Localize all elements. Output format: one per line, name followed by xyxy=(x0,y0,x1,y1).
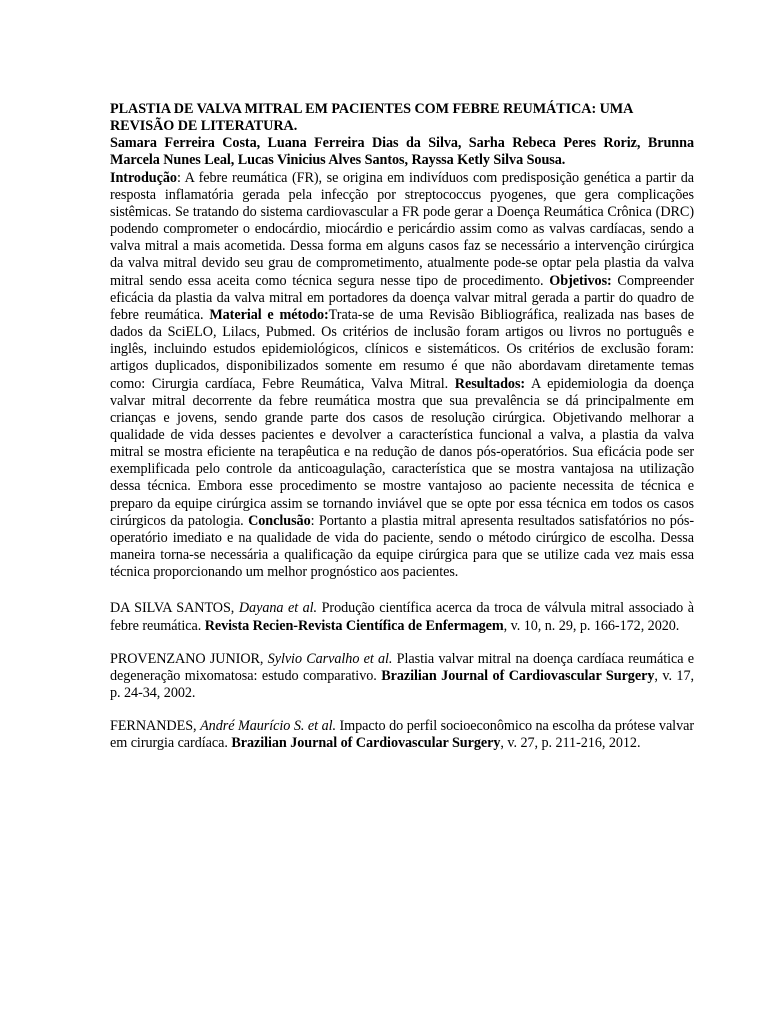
reference-details: , v. 10, n. 29, p. 166-172, 2020. xyxy=(503,617,680,634)
reference-list xyxy=(110,600,694,752)
objectives-text: Compreender eficácia da plastia da valva mitral em portadores da doença valvar mitral gerada a partir do quadro de febre reumática. xyxy=(110,272,694,323)
reference-item xyxy=(110,718,694,752)
conclusion-label: Conclusão xyxy=(248,512,311,529)
objectives-label: Objetivos: xyxy=(549,272,612,289)
document-page xyxy=(110,101,694,768)
results-text: A epidemiologia da doença valvar mitral decorrente da febre reumática mostra que sua prevalência se dá principalmente em crianças e jovens, sendo grande parte dos casos de resolução cirúrgica. Objetivando melhorar a qualidade de vida desses pacientes e devolver a característica funcional a valva, a plastia da valva mitral se mostra eficiente na terapêutica e na redução de danos pós-operatórios. Sua eficácia pode ser exemplificada pelo controle da anticoagulação, característica que se mostra vantajosa na utilização dessa técnica. Embora esse procedimento se mostre vantajoso ao paciente necessita de técnica e preparo da equipe cirúrgica assim se tornando inviável que se opte por essa técnica em todos os casos cirúrgicos da patologia. xyxy=(110,375,694,529)
methods-text: Trata-se de uma Revisão Bibliográfica, realizada nas bases de dados da SciELO, Lilacs, Pubmed. Os critérios de inclusão foram artigos ou livros no português e inglês, incluindo estudos epidemiológicos, clínicos e sistemáticos. Os critérios de exclusão foram: artigos duplicados, disponibilizados somente em resumo é que não abordavam diretamente temas como: Cirurgia cardíaca, Febre Reumática, Valva Mitral. xyxy=(110,306,694,392)
reference-author-rest: André Maurício S. et al. xyxy=(200,718,336,735)
reference-author-rest: Dayana et al. xyxy=(238,600,318,617)
author-list: Samara Ferreira Costa, Luana Ferreira Dias da Silva, Sarha Rebeca Peres Roriz, Brunna Marcela Nunes Leal, Lucas Vinicius Alves Santos, Rayssa Ketly Silva Sousa. xyxy=(110,135,694,169)
document-title: PLASTIA DE VALVA MITRAL EM PACIENTES COM FEBRE REUMÁTICA: UMA REVISÃO DE LITERATURA. xyxy=(110,101,633,135)
results-label: Resultados: xyxy=(454,375,526,392)
reference-details: , v. 27, p. 211-216, 2012. xyxy=(500,735,641,752)
abstract xyxy=(110,170,694,582)
reference-details: , v. 17, p. 24-34, 2002. xyxy=(110,667,694,701)
reference-author: PROVENZANO JUNIOR, xyxy=(110,650,268,667)
reference-item xyxy=(110,600,694,634)
abstract-paragraph xyxy=(110,170,694,582)
reference-author-rest: Sylvio Carvalho et al. xyxy=(267,650,393,667)
reference-title: Impacto do perfil socioeconômico na escolha da prótese valvar em cirurgia cardíaca. xyxy=(110,718,694,752)
reference-author: FERNANDES, xyxy=(110,718,201,735)
reference-journal: Brazilian Journal of Cardiovascular Surgery xyxy=(381,667,655,684)
reference-title: Produção científica acerca da troca de válvula mitral associado à febre reumática. xyxy=(110,600,694,634)
intro-text: : A febre reumática (FR), se origina em indivíduos com predisposição genética a partir da resposta inflamatória gerada pela infecção por streptococcus pyogenes, que gera complicações sistêmicas. Se tratando do sistema cardiovascular a FR pode gerar a Doença Reumática Crônica (DRC) podendo comprometer o endocárdio, miocárdio e pericárdio assim como as valvas cardíacas, sendo a valva mitral a mais acometida. Dessa forma em alguns casos faz se necessário a intervenção cirúrgica da valva mitral devido seu grau de comprometimento, atualmente pode-se optar pela plastia da valva mitral sendo essa aceita como técnica segura nesse tipo de procedimento. xyxy=(110,169,694,289)
reference-title: Plastia valvar mitral na doença cardíaca reumática e degeneração mixomatosa: estudo comparativo. xyxy=(110,650,695,684)
reference-author: DA SILVA SANTOS, xyxy=(110,600,239,617)
reference-journal: Brazilian Journal of Cardiovascular Surgery xyxy=(231,735,501,752)
conclusion-text: : Portanto a plastia mitral apresenta resultados satisfatórios no pós-operatório imediato e na qualidade de vida do paciente, sendo o método cirúrgico de escolha. Dessa maneira torna-se necessária a qualificação da equipe cirúrgica para que se utilize cada vez mais essa técnica proporcionando um melhor prognóstico aos pacientes. xyxy=(110,512,694,581)
intro-label: Introdução xyxy=(110,169,177,186)
methods-label: Material e método: xyxy=(209,306,329,323)
reference-journal: Revista Recien-Revista Científica de Enfermagem xyxy=(204,617,504,634)
reference-item xyxy=(110,651,694,702)
